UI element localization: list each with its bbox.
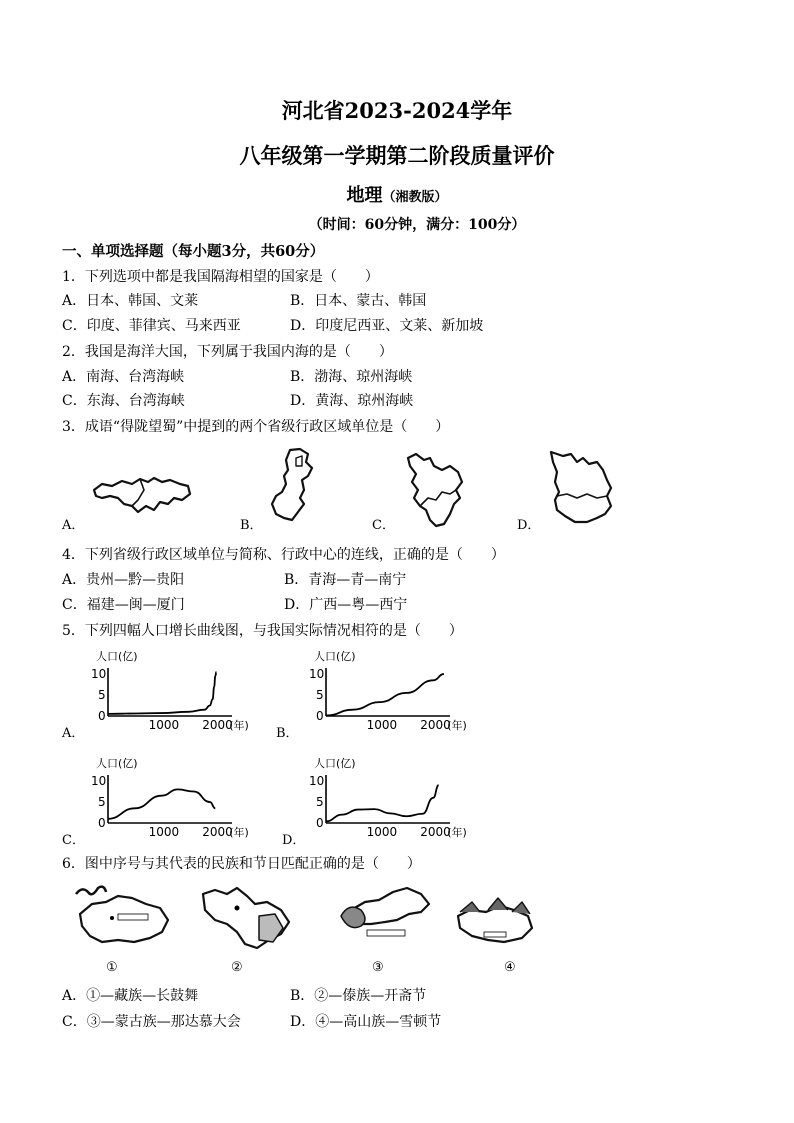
province-map-a — [88, 470, 193, 520]
question-1-option-c[interactable]: C．印度、菲律宾、马来西亚 — [62, 318, 241, 334]
y-tick-label: 0 — [98, 709, 106, 723]
y-tick-label: 10 — [91, 774, 107, 788]
question-3-option-c[interactable]: C． — [372, 518, 395, 533]
exam-info: （时间：60分钟，满分：100分） — [308, 217, 526, 233]
figure-number-1: ① — [106, 960, 118, 975]
population-curve-d — [326, 785, 439, 821]
y-axis-label: 人口(亿) — [314, 757, 356, 770]
y-tick-label: 10 — [309, 667, 325, 681]
y-tick-label: 5 — [98, 688, 106, 702]
question-1-stem: 1．下列选项中都是我国隔海相望的国家是（ ） — [62, 269, 379, 285]
question-4-option-b[interactable]: B．青海—青—南宁 — [284, 572, 407, 588]
subject-title — [0, 181, 794, 207]
figure-number-2: ② — [231, 960, 243, 975]
province-map-d — [545, 448, 617, 530]
subject-edition: （湘教版） — [382, 190, 448, 205]
x-axis-unit: (年) — [229, 826, 249, 839]
y-tick-label: 10 — [91, 667, 107, 681]
y-axis-label: 人口(亿) — [96, 757, 138, 770]
figure-number-3: ③ — [372, 960, 384, 975]
province-map-c — [400, 448, 470, 530]
question-6-stem: 6．图中序号与其代表的民族和节日匹配正确的是（ ） — [62, 856, 421, 872]
exam-title-line2: 八年级第一学期第二阶段质量评价 — [239, 143, 555, 168]
x-axis-unit: (年) — [229, 719, 249, 732]
question-6-option-a[interactable]: A．①—藏族—长鼓舞 — [62, 988, 199, 1004]
question-6-option-d[interactable]: D．④—高山族—雪顿节 — [290, 1014, 442, 1030]
question-2-option-b[interactable]: B．渤海、琼州海峡 — [290, 369, 413, 385]
population-curve-c — [108, 789, 215, 818]
y-tick-label: 5 — [316, 795, 324, 809]
population-graph-a — [86, 648, 266, 733]
y-tick-label: 5 — [98, 795, 106, 809]
x-tick-label: 2000 — [420, 718, 451, 732]
x-tick-label: 1000 — [148, 825, 180, 839]
question-5-option-d[interactable]: D． — [282, 833, 306, 848]
ethnic-region-map-2 — [197, 884, 297, 954]
question-1-option-d[interactable]: D．印度尼西亚、文莱、新加坡 — [290, 318, 484, 334]
x-tick-label: 2000 — [202, 825, 233, 839]
y-axis-label: 人口(亿) — [314, 650, 356, 663]
y-tick-label: 0 — [98, 816, 106, 830]
exam-title-line1: 河北省2023-2024学年 — [281, 98, 513, 123]
question-5-option-a[interactable]: A． — [62, 726, 85, 741]
y-tick-label: 5 — [316, 688, 324, 702]
ethnic-region-map-4 — [448, 876, 538, 950]
figure-number-4: ④ — [504, 960, 516, 975]
question-4-option-d[interactable]: D．广西—粤—西宁 — [284, 597, 408, 613]
question-2-option-d[interactable]: D．黄海、琼州海峡 — [290, 393, 414, 409]
population-curve-b — [326, 674, 444, 716]
question-4-option-a[interactable]: A．贵州—黔—贵阳 — [62, 572, 185, 588]
population-graph-b — [304, 648, 484, 733]
question-3-option-b[interactable]: B． — [240, 518, 263, 533]
x-tick-label: 1000 — [366, 718, 398, 732]
x-axis-unit: (年) — [447, 826, 467, 839]
x-axis-unit: (年) — [447, 719, 467, 732]
y-tick-label: 0 — [316, 816, 324, 830]
x-tick-label: 2000 — [420, 825, 451, 839]
y-axis-label: 人口(亿) — [96, 650, 138, 663]
population-curve-a — [108, 672, 216, 714]
question-6-option-c[interactable]: C．③—蒙古族—那达慕大会 — [62, 1014, 241, 1030]
x-tick-label: 1000 — [148, 718, 180, 732]
x-tick-label: 2000 — [202, 718, 233, 732]
province-map-b — [268, 446, 328, 526]
subject-name: 地理 — [346, 185, 383, 206]
ethnic-region-map-3 — [335, 880, 435, 950]
question-2-stem: 2．我国是海洋大国，下列属于我国内海的是（ ） — [62, 344, 393, 360]
population-graph-d — [304, 755, 484, 840]
question-2-option-a[interactable]: A．南海、台湾海峡 — [62, 369, 185, 385]
question-2-option-c[interactable]: C．东海、台湾海峡 — [62, 393, 185, 409]
question-3-option-d[interactable]: D． — [517, 518, 541, 533]
question-3-stem: 3．成语“得陇望蜀”中提到的两个省级行政区域单位是（ ） — [62, 419, 450, 435]
y-tick-label: 0 — [316, 709, 324, 723]
section-heading: 一、单项选择题（每小题3分，共60分） — [62, 243, 325, 260]
question-4-stem: 4．下列省级行政区域单位与简称、行政中心的连线，正确的是（ ） — [62, 547, 505, 563]
question-4-option-c[interactable]: C．福建—闽—厦门 — [62, 597, 185, 613]
question-6-option-b[interactable]: B．②—傣族—开斋节 — [290, 988, 427, 1004]
population-graph-c — [86, 755, 266, 840]
ethnic-region-map-1 — [72, 880, 172, 950]
question-5-option-b[interactable]: B． — [276, 726, 299, 741]
question-1-option-b[interactable]: B．日本、蒙古、韩国 — [290, 293, 427, 309]
question-5-stem: 5．下列四幅人口增长曲线图，与我国实际情况相符的是（ ） — [62, 623, 463, 639]
question-3-option-a[interactable]: A． — [62, 518, 85, 533]
question-1-option-a[interactable]: A．日本、韩国、文莱 — [62, 293, 199, 309]
x-tick-label: 1000 — [366, 825, 398, 839]
y-tick-label: 10 — [309, 774, 325, 788]
question-5-option-c[interactable]: C． — [62, 833, 85, 848]
